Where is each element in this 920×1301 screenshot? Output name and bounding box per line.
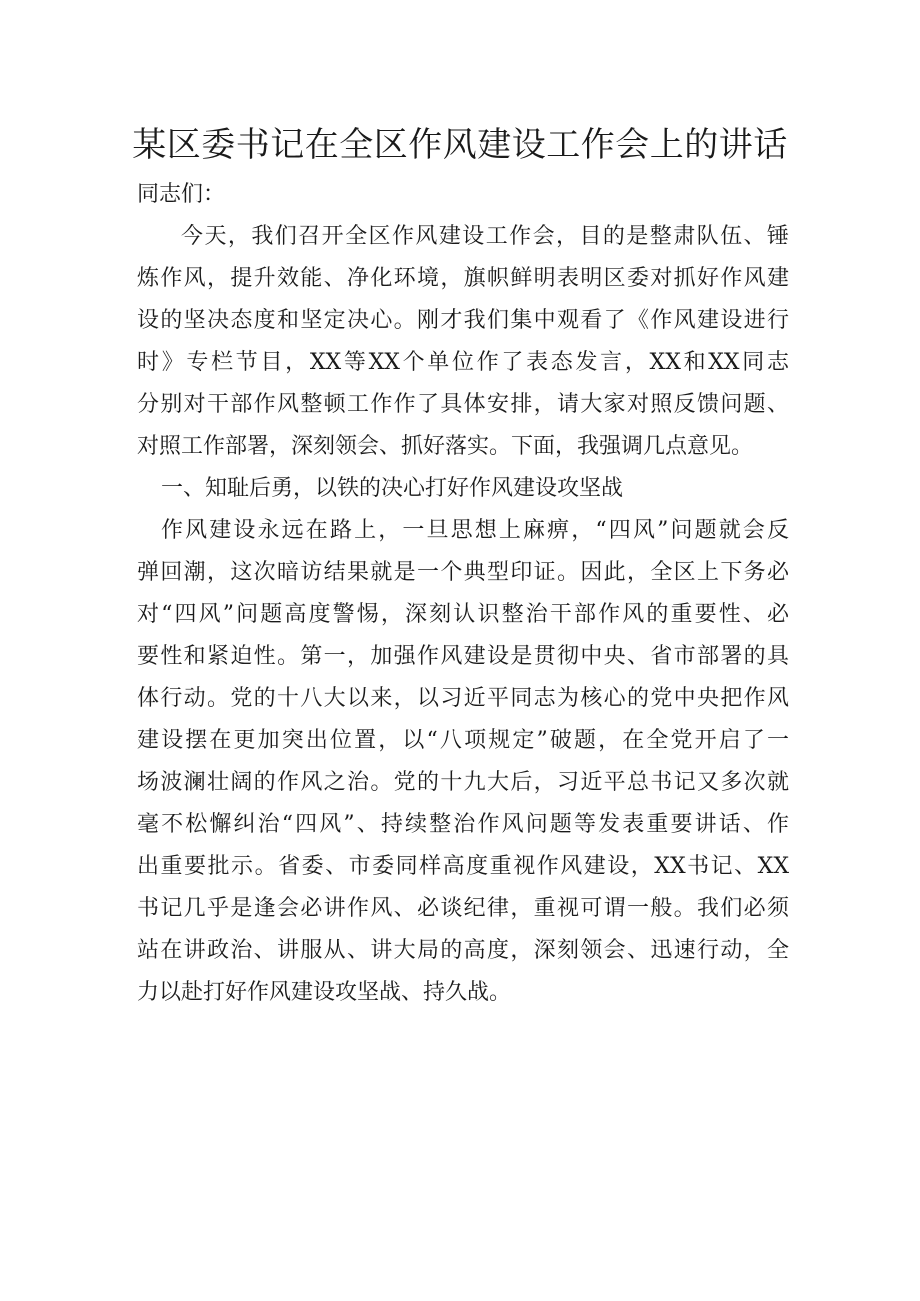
paragraph-line: 今天，我们召开全区作风建设工作会，目的是整肃队伍、锤 <box>181 224 789 249</box>
paragraph-line: 对照工作部署，深刻领会、抓好落实。下面，我强调几点意见。 <box>137 434 754 459</box>
paragraph-line: 设的坚决态度和坚定决心。刚才我们集中观看了《作风建设进行 <box>137 308 789 333</box>
paragraph-opening <box>137 216 789 468</box>
paragraph-line: 体行动。党的十八大以来，以习近平同志为核心的党中央把作风 <box>137 686 789 711</box>
section-heading: 一、知耻后勇，以铁的决心打好作风建设攻坚战 <box>161 476 624 501</box>
salutation: 同志们： <box>137 182 226 207</box>
paragraph-line: 出重要批示。省委、市委同样高度重视作风建设，XX书记、XX <box>137 854 789 879</box>
paragraph-line: 书记几乎是逢会必讲作风、必谈纪律，重视可谓一般。我们必须 <box>137 896 789 921</box>
paragraph-line: 弹回潮，这次暗访结果就是一个典型印证。因此，全区上下务必 <box>137 560 789 585</box>
paragraph-line: 时》专栏节目，XX等XX个单位作了表态发言，XX和XX同志 <box>137 350 789 375</box>
paragraph-line: 站在讲政治、讲服从、讲大局的高度，深刻领会、迅速行动，全 <box>137 938 789 963</box>
paragraph-line: 作风建设永远在路上，一旦思想上麻痹，“四风”问题就会反 <box>161 518 789 543</box>
document-body <box>137 174 789 1014</box>
paragraph-line: 场波澜壮阔的作风之治。党的十九大后，习近平总书记又多次就 <box>137 770 789 795</box>
paragraph-line: 毫不松懈纠治“四风”、持续整治作风问题等发表重要讲话、作 <box>137 812 789 837</box>
paragraph-line: 建设摆在更加突出位置，以“八项规定”破题，在全党开启了一 <box>137 728 789 753</box>
paragraph-line: 分别对干部作风整顿工作作了具体安排，请大家对照反馈问题、 <box>137 392 789 417</box>
paragraph-line: 炼作风，提升效能、净化环境，旗帜鲜明表明区委对抓好作风建 <box>137 266 789 291</box>
paragraph-line: 对“四风”问题高度警惕，深刻认识整治干部作风的重要性、必 <box>137 602 789 627</box>
document-title: 某区委书记在全区作风建设工作会上的讲话 <box>132 125 788 165</box>
paragraph-line: 力以赴打好作风建设攻坚战、持久战。 <box>137 980 512 1005</box>
paragraph-line: 要性和紧迫性。第一，加强作风建设是贯彻中央、省市部署的具 <box>137 644 789 669</box>
paragraph-section-one <box>137 510 789 1014</box>
